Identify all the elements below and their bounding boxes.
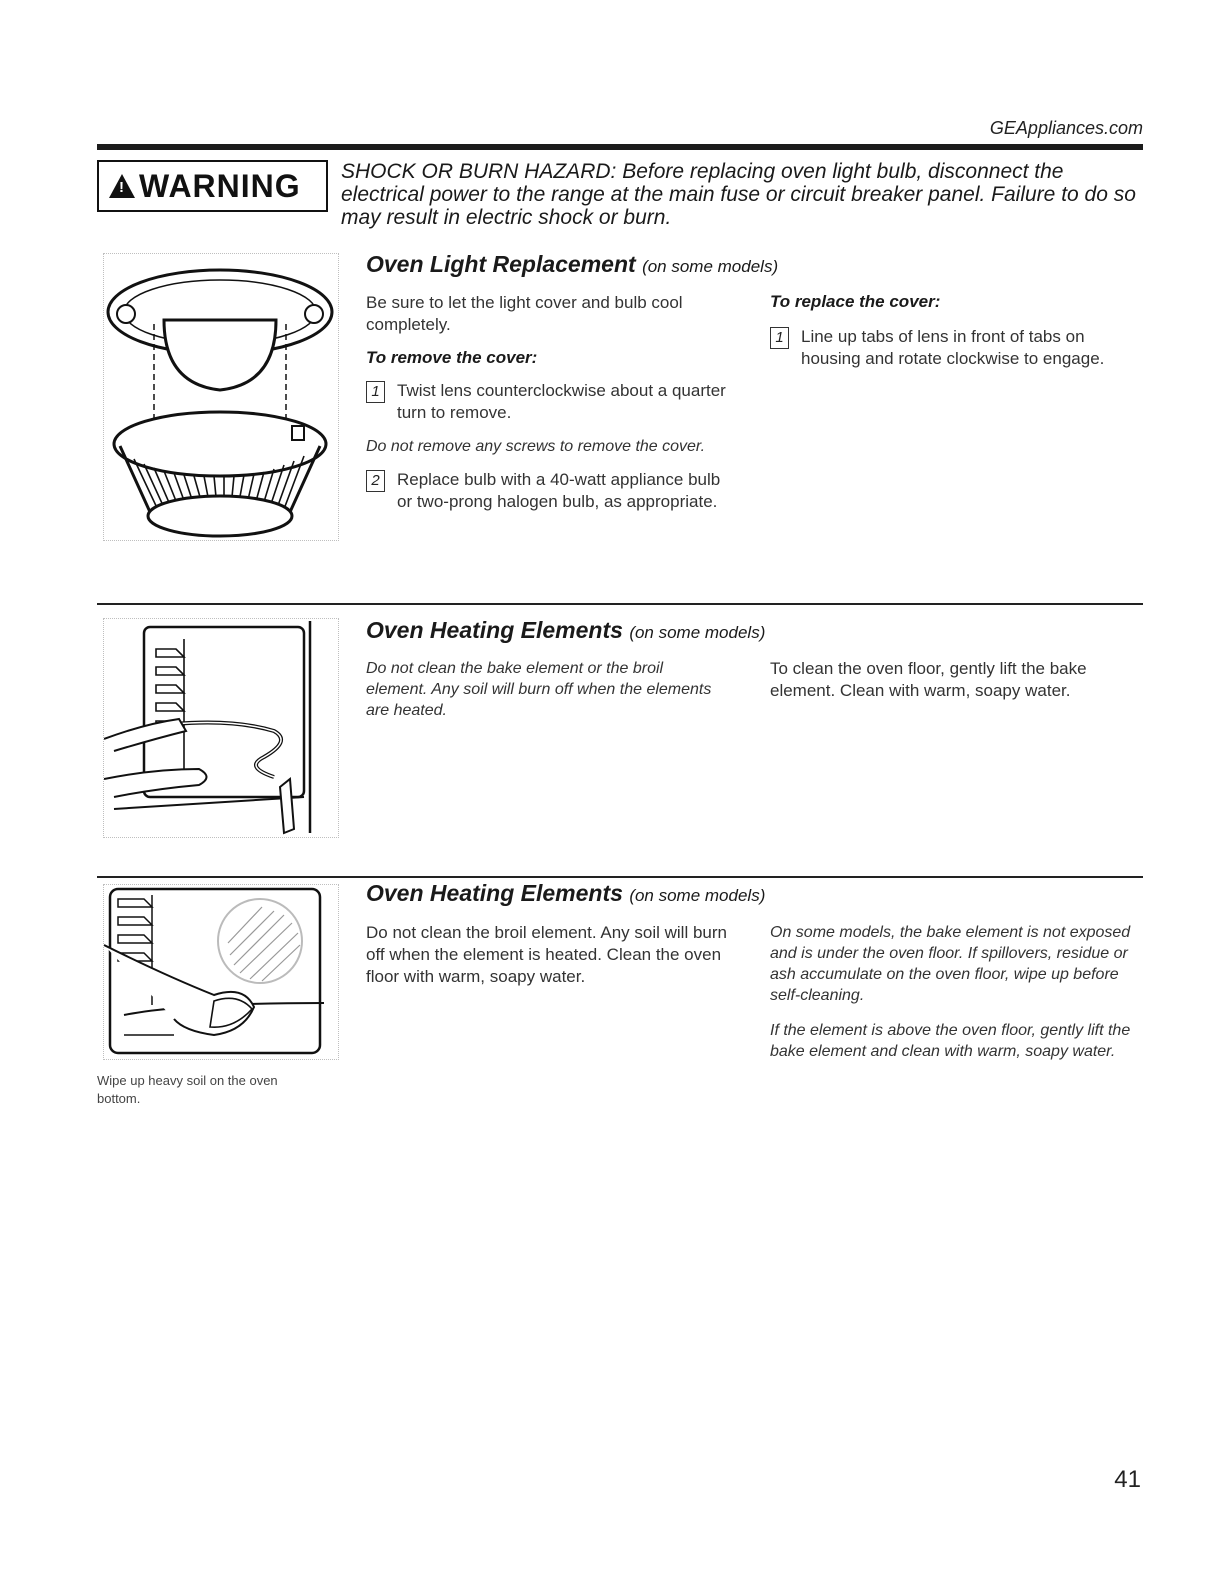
heating-section-2 <box>366 880 1146 907</box>
warning-label: WARNING <box>139 167 301 204</box>
light-section-title: Oven Light Replacement (on some models) <box>366 251 779 277</box>
heating-section-2-subtitle: (on some models) <box>629 886 766 905</box>
step-number: 1 <box>366 381 385 403</box>
heating-2-left-text: Do not clean the broil element. Any soil will burn off when the element is heated. Clean the oven floor with warm, soapy water. <box>366 923 727 986</box>
remove-step-1 <box>366 380 736 424</box>
warning-message: SHOCK OR BURN HAZARD: Before replacing oven light bulb, disconnect the electrical power to the range at the main fuse or circuit breaker panel. Failure to do so may result in electric shock or burn. <box>341 160 1136 229</box>
replace-heading: To replace the cover: <box>770 292 941 311</box>
oven-element-illustration <box>103 618 339 838</box>
step-text: Twist lens counterclockwise about a quarter turn to remove. <box>397 381 726 422</box>
section-divider-1 <box>97 603 1143 605</box>
section-divider-2 <box>97 876 1143 878</box>
step-text: Replace bulb with a 40-watt appliance bulb or two-prong halogen bulb, as appropriate. <box>397 470 721 511</box>
heating-2-right-text-1: On some models, the bake element is not exposed and is under the oven floor. If spillovers, residue or ash accumulate on the oven floor, wipe up before self-cleaning. <box>770 924 1131 1004</box>
heating-2-right-text-2: If the element is above the oven floor, gently lift the bake element and clean with warm, soapy water. <box>770 1022 1131 1060</box>
light-cover-drawing <box>104 254 338 540</box>
oven-element-drawing <box>104 619 338 837</box>
light-remove-column <box>366 292 736 513</box>
heating-section-1 <box>366 617 1146 644</box>
step-number: 1 <box>770 327 789 349</box>
remove-step-2 <box>366 469 736 513</box>
light-cover-illustration <box>103 253 339 541</box>
step-number: 2 <box>366 470 385 492</box>
remove-heading: To remove the cover: <box>366 348 538 367</box>
replace-step-1 <box>770 326 1142 370</box>
light-section-subtitle: (on some models) <box>642 257 779 276</box>
warning-triangle-icon <box>109 174 135 198</box>
light-section <box>366 251 1146 278</box>
oven-floor-caption: Wipe up heavy soil on the oven bottom. <box>97 1073 278 1106</box>
light-intro: Be sure to let the light cover and bulb cool completely. <box>366 293 683 334</box>
heating-section-1-subtitle: (on some models) <box>629 623 766 642</box>
page-number: 41 <box>1114 1466 1141 1493</box>
warning-badge <box>97 160 328 212</box>
heating-section-2-title: Oven Heating Elements (on some models) <box>366 880 766 906</box>
heating-section-1-title: Oven Heating Elements (on some models) <box>366 617 766 643</box>
oven-floor-illustration <box>103 884 339 1060</box>
step-text: Line up tabs of lens in front of tabs on housing and rotate clockwise to engage. <box>801 327 1105 368</box>
header-rule <box>97 144 1143 150</box>
light-replace-column <box>770 292 1142 370</box>
heating-1-left-text: Do not clean the bake element or the broil element. Any soil will burn off when the elements are heated. <box>366 660 712 719</box>
oven-floor-drawing <box>104 885 338 1059</box>
heating-1-right-text: To clean the oven floor, gently lift the bake element. Clean with warm, soapy water. <box>770 659 1087 700</box>
remove-note: Do not remove any screws to remove the cover. <box>366 438 706 455</box>
site-url: GEAppliances.com <box>989 118 1143 138</box>
